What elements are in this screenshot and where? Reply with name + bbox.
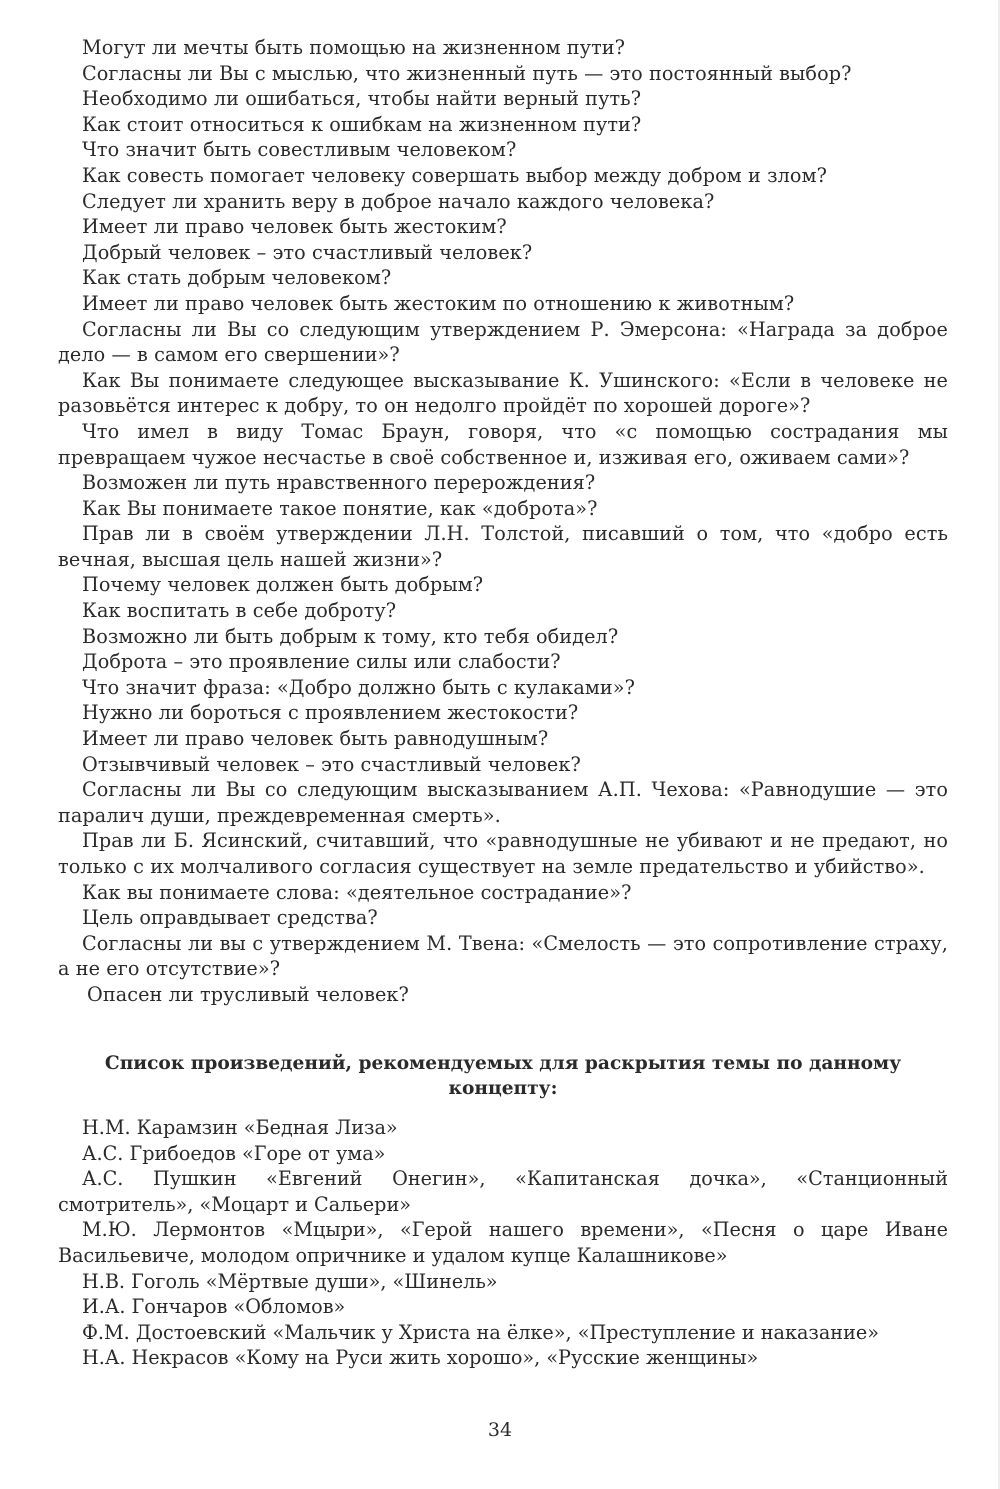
question-item: Как стать добрым человеком? <box>82 266 392 290</box>
question-item: Как Вы понимаете такое понятие, как «доброта»? <box>82 496 598 520</box>
question-item: Цель оправдывает средства? <box>82 906 378 930</box>
work-item: М.Ю. Лермонтов «Мцыри», «Герой нашего времени», «Песня о царе Иване Васильевиче, молодом опричнике и удалом купце Калашникове» <box>58 1218 948 1267</box>
question-item: Отзывчивый человек – это счастливый человек? <box>82 752 581 776</box>
work-item: А.С. Грибоедов «Горе от ума» <box>82 1141 386 1165</box>
work-item: Н.М. Карамзин «Бедная Лиза» <box>82 1116 398 1139</box>
question-item: Добрый человек – это счастливый человек? <box>82 240 533 264</box>
question-item: Как вы понимаете слова: «деятельное сострадание»? <box>82 880 632 904</box>
question-item: Нужно ли бороться с проявлением жестокости? <box>82 701 579 725</box>
work-item: Н.В. Гоголь «Мёртвые души», «Шинель» <box>82 1269 498 1293</box>
question-item: Имеет ли право человек быть равнодушным? <box>82 727 549 751</box>
question-item: Согласны ли Вы со следующим утверждением Р. Эмерсона: «Награда за доброе дело — в самом его свершении»? <box>58 317 948 367</box>
question-item: Согласны ли Вы со следующим высказыванием А.П. Чехова: «Равнодушие — это паралич души, преждевременная смерть». <box>58 778 948 827</box>
questions-list <box>58 35 948 1008</box>
question-item: Согласны ли Вы с мыслью, что жизненный путь — это постоянный выбор? <box>82 61 852 85</box>
question-item: Опасен ли трусливый человек? <box>87 982 409 1006</box>
question-item: Доброта – это проявление силы или слабости? <box>82 650 561 674</box>
works-list <box>58 1115 948 1371</box>
question-item: Что значит быть совестливым человеком? <box>82 138 517 162</box>
question-item: Прав ли Б. Ясинский, считавший, что «равнодушные не убивают и не предают, но только с их молчаливого согласия существует на земле предательство и убийство». <box>58 829 948 878</box>
question-item: Что значит фраза: «Добро должно быть с кулаками»? <box>82 675 636 699</box>
question-item: Как стоит относиться к ошибкам на жизненном пути? <box>82 112 642 136</box>
question-item: Как воспитать в себе доброту? <box>82 599 397 623</box>
works-list-title: Список произведений, рекомендуемых для раскрытия темы по данному концепту: <box>104 1053 902 1099</box>
work-item: А.С. Пушкин «Евгений Онегин», «Капитанская дочка», «Станционный смотритель», «Моцарт и Сальери» <box>58 1167 948 1216</box>
question-item: Следует ли хранить веру в доброе начало каждого человека? <box>82 189 715 213</box>
question-item: Что имел в виду Томас Браун, говоря, что «с помощью сострадания мы превращаем чужое несчастье в своё собственное и, изживая его, оживаем сами»? <box>58 419 948 469</box>
question-item: Имеет ли право человек быть жестоким? <box>82 215 507 239</box>
work-item: Н.А. Некрасов «Кому на Руси жить хорошо», «Русские женщины» <box>82 1346 759 1370</box>
question-item: Как Вы понимаете следующее высказывание К. Ушинского: «Если в человеке не разовьётся интерес к добру, то он недолго пройдёт по хорошей дороге»? <box>58 368 948 418</box>
page-number: 34 <box>487 1419 513 1441</box>
question-item: Согласны ли вы с утверждением М. Твена: «Смелость — это сопротивление страху, а не его отсутствие»? <box>58 931 948 981</box>
question-item: Как совесть помогает человеку совершать выбор между добром и злом? <box>82 163 827 187</box>
question-item: Почему человек должен быть добрым? <box>82 573 484 597</box>
work-item: Ф.М. Достоевский «Мальчик у Христа на ёлке», «Преступление и наказание» <box>82 1320 879 1344</box>
question-item: Имеет ли право человек быть жестоким по отношению к животным? <box>82 291 795 315</box>
question-item: Возможно ли быть добрым к тому, кто тебя обидел? <box>82 624 619 648</box>
question-item: Прав ли в своём утверждении Л.Н. Толстой, писавший о том, что «добро есть вечная, высшая цель нашей жизни»? <box>58 522 948 571</box>
question-item: Необходимо ли ошибаться, чтобы найти верный путь? <box>82 87 642 111</box>
question-item: Возможен ли путь нравственного перерождения? <box>82 471 596 495</box>
work-item: И.А. Гончаров «Обломов» <box>82 1295 346 1319</box>
question-item: Могут ли мечты быть помощью на жизненном пути? <box>82 36 626 59</box>
